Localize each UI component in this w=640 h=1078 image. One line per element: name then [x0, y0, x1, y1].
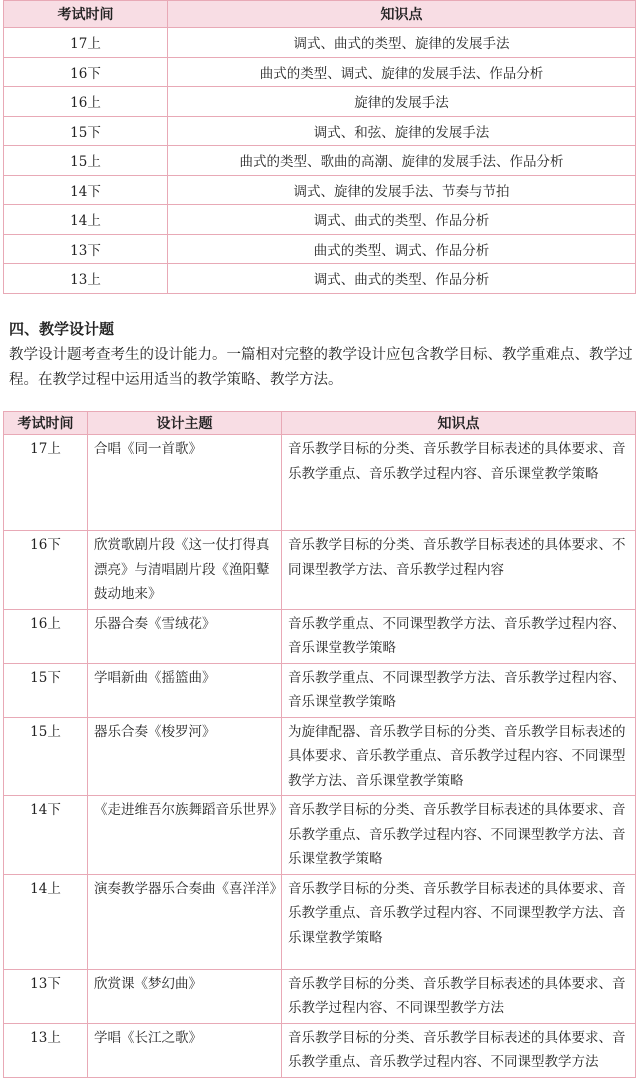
exam-time-cell: 13下 [4, 234, 168, 264]
knowledge-cell: 音乐教学重点、不同课型教学方法、音乐教学过程内容、音乐课堂教学策略 [282, 663, 636, 717]
design-topic-cell: 学唱新曲《摇篮曲》 [88, 663, 282, 717]
exam-time-cell: 16上 [4, 87, 168, 117]
exam-time-cell: 16下 [4, 531, 88, 610]
knowledge-cell: 音乐教学目标的分类、音乐教学目标表述的具体要求、音乐教学过程内容、不同课型教学方法 [282, 969, 636, 1023]
table-row [4, 531, 636, 610]
knowledge-cell: 音乐教学目标的分类、音乐教学目标表述的具体要求、音乐教学重点、音乐教学过程内容、不同课型教学方法、音乐课堂教学策略 [282, 796, 636, 875]
table-row [4, 609, 636, 663]
exam-time-cell: 17上 [4, 28, 168, 58]
table-row [4, 234, 636, 264]
table-row [4, 28, 636, 58]
table-row [4, 116, 636, 146]
section-paragraph: 教学设计题考查考生的设计能力。一篇相对完整的教学设计应包含教学目标、教学重难点、教学过程。在教学过程中运用适当的教学策略、教学方法。 [9, 347, 633, 388]
exam-time-cell: 13上 [4, 264, 168, 294]
teaching-design-table [3, 411, 636, 1078]
table-row [4, 175, 636, 205]
exam-time-cell: 14下 [4, 175, 168, 205]
knowledge-cell: 旋律的发展手法 [168, 87, 636, 117]
exam-time-cell: 13下 [4, 969, 88, 1023]
design-topic-cell: 欣赏课《梦幻曲》 [88, 969, 282, 1023]
design-topic-cell: 合唱《同一首歌》 [88, 435, 282, 531]
knowledge-cell: 音乐教学重点、不同课型教学方法、音乐教学过程内容、音乐课堂教学策略 [282, 609, 636, 663]
design-topic-cell: 乐器合奏《雪绒花》 [88, 609, 282, 663]
knowledge-cell: 音乐教学目标的分类、音乐教学目标表述的具体要求、音乐教学重点、音乐教学过程内容、不同课型教学方法、音乐课堂教学策略 [282, 874, 636, 969]
table-row [4, 57, 636, 87]
table-row [4, 663, 636, 717]
exam-time-cell: 15上 [4, 717, 88, 796]
design-topic-cell: 器乐合奏《梭罗河》 [88, 717, 282, 796]
knowledge-cell: 音乐教学目标的分类、音乐教学目标表述的具体要求、音乐教学重点、音乐教学过程内容、不同课型教学方法 [282, 1023, 636, 1077]
table-header-row [4, 1, 636, 28]
exam-time-cell: 15下 [4, 116, 168, 146]
header-knowledge: 知识点 [168, 1, 636, 28]
section-heading: 四、教学设计题 [9, 320, 115, 338]
table-row [4, 205, 636, 235]
table-row [4, 435, 636, 531]
knowledge-cell: 调式、曲式的类型、作品分析 [168, 264, 636, 294]
header-knowledge: 知识点 [282, 412, 636, 435]
table-row [4, 969, 636, 1023]
knowledge-cell: 调式、曲式的类型、旋律的发展手法 [168, 28, 636, 58]
table-row [4, 874, 636, 969]
header-exam-time: 考试时间 [4, 1, 168, 28]
knowledge-cell: 音乐教学目标的分类、音乐教学目标表述的具体要求、音乐教学重点、音乐教学过程内容、音乐课堂教学策略 [282, 435, 636, 531]
knowledge-cell: 调式、和弦、旋律的发展手法 [168, 116, 636, 146]
header-exam-time: 考试时间 [4, 412, 88, 435]
table-header-row [4, 412, 636, 435]
exam-knowledge-table [3, 0, 636, 294]
exam-time-cell: 16下 [4, 57, 168, 87]
table-row [4, 1023, 636, 1077]
design-topic-cell: 演奏教学器乐合奏曲《喜洋洋》 [88, 874, 282, 969]
knowledge-cell: 曲式的类型、调式、作品分析 [168, 234, 636, 264]
knowledge-cell: 音乐教学目标的分类、音乐教学目标表述的具体要求、不同课型教学方法、音乐教学过程内容 [282, 531, 636, 610]
table-row [4, 717, 636, 796]
knowledge-cell: 曲式的类型、调式、旋律的发展手法、作品分析 [168, 57, 636, 87]
exam-time-cell: 14下 [4, 796, 88, 875]
design-topic-cell: 欣赏歌剧片段《这一仗打得真漂亮》与清唱剧片段《渔阳鼙鼓动地来》 [88, 531, 282, 610]
knowledge-cell: 调式、曲式的类型、作品分析 [168, 205, 636, 235]
exam-time-cell: 16上 [4, 609, 88, 663]
table-row [4, 146, 636, 176]
exam-time-cell: 15下 [4, 663, 88, 717]
knowledge-cell: 曲式的类型、歌曲的高潮、旋律的发展手法、作品分析 [168, 146, 636, 176]
knowledge-cell: 调式、旋律的发展手法、节奏与节拍 [168, 175, 636, 205]
exam-time-cell: 14上 [4, 874, 88, 969]
exam-time-cell: 13上 [4, 1023, 88, 1077]
table-row [4, 796, 636, 875]
exam-time-cell: 14上 [4, 205, 168, 235]
header-design-topic: 设计主题 [88, 412, 282, 435]
design-topic-cell: 《走进维吾尔族舞蹈音乐世界》 [88, 796, 282, 875]
design-topic-cell: 学唱《长江之歌》 [88, 1023, 282, 1077]
table-row [4, 264, 636, 294]
table-row [4, 87, 636, 117]
knowledge-cell: 为旋律配器、音乐教学目标的分类、音乐教学目标表述的具体要求、音乐教学重点、音乐教学过程内容、不同课型教学方法、音乐课堂教学策略 [282, 717, 636, 796]
exam-time-cell: 17上 [4, 435, 88, 531]
exam-time-cell: 15上 [4, 146, 168, 176]
